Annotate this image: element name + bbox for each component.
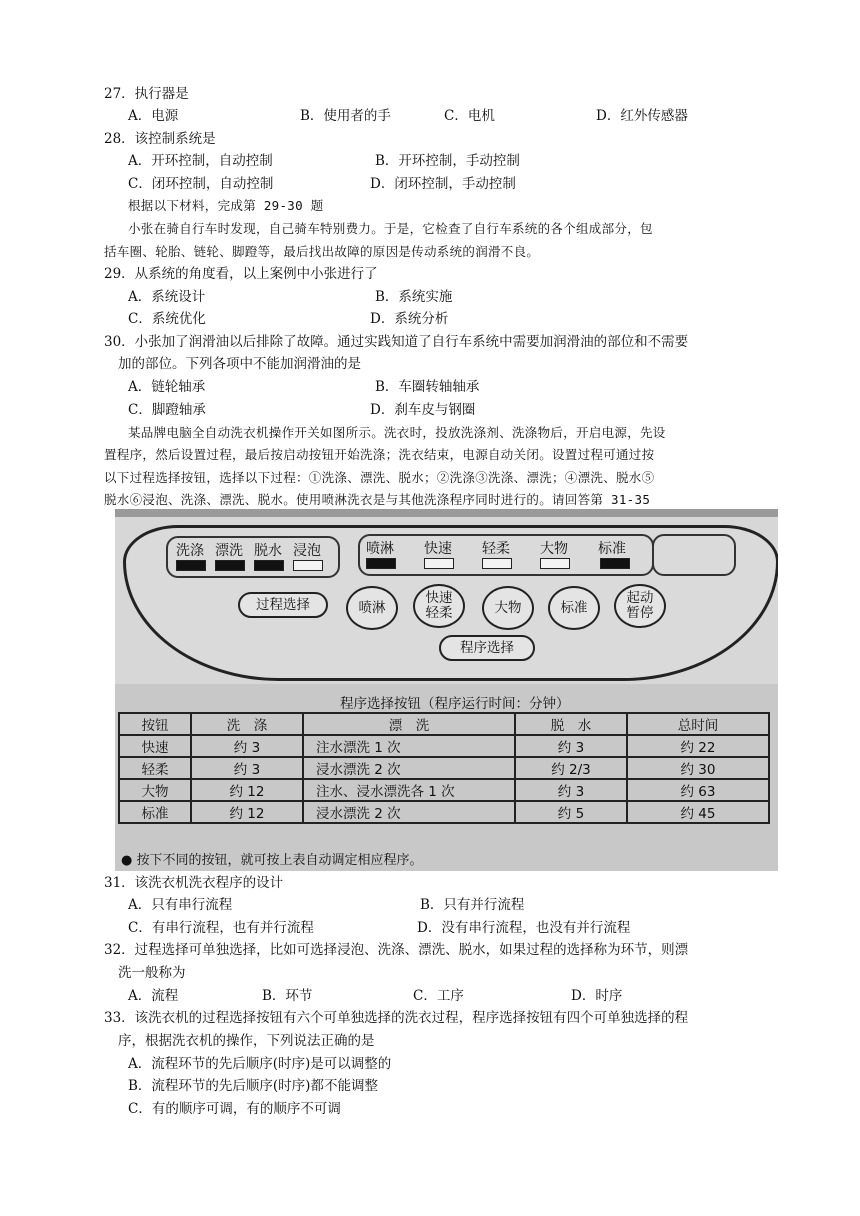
button-label: 起动 <box>626 590 654 606</box>
q30-stem: 30．小张加了润滑油以后排除了故障。通过实践知道了自行车系统中需要加润滑油的部位和不需要 <box>104 334 689 350</box>
table-cell: 约 2/3 <box>515 757 627 779</box>
q32-stem: 32．过程选择可单独选择，比如可选择浸泡、洗涤、漂洗、脱水，如果过程的选择称为环节，则漂 <box>104 942 689 958</box>
program-table <box>118 712 770 824</box>
q31-stem: 31．该洗衣机洗衣程序的设计 <box>104 875 284 891</box>
indicator-light <box>366 558 396 569</box>
table-header-cell: 按钮 <box>119 713 191 735</box>
indicator-light <box>424 558 454 569</box>
table-cell: 约 12 <box>191 801 303 823</box>
q28-option-c: C．闭环控制，自动控制 <box>128 176 274 192</box>
program-select-button[interactable]: 程序选择 <box>439 635 535 661</box>
indicator-label: 标准 <box>598 541 626 557</box>
table-row <box>119 779 769 801</box>
q27-option-a: A．电源 <box>128 108 179 124</box>
q32-option-a: A．流程 <box>128 988 179 1004</box>
indicator-label: 快速 <box>424 541 452 557</box>
indicator-light <box>293 560 323 571</box>
button-label: 轻柔 <box>425 605 453 621</box>
material-paragraph: 以下过程选择按钮，选择以下过程：①洗涤、漂洗、脱水；②洗涤③洗涤、漂洗；④漂洗、脱水⑤ <box>104 470 655 485</box>
q31-option-c: C．有串行流程，也有并行流程 <box>128 920 314 936</box>
photo-top-edge <box>115 509 778 517</box>
table-cell: 注水漂洗 1 次 <box>303 735 515 757</box>
table-cell: 约 30 <box>627 757 769 779</box>
bulk-button[interactable]: 大物 <box>482 586 534 630</box>
material-paragraph: 某品牌电脑全自动洗衣机操作开关如图所示。洗衣时，投放洗涤剂、洗涤物后，开启电源，先设 <box>128 425 666 440</box>
q29-option-b: B．系统实施 <box>375 289 453 305</box>
washer-control-panel-photo <box>115 509 778 684</box>
indicator-light <box>482 558 512 569</box>
table-row <box>119 801 769 823</box>
table-header-row <box>119 713 769 735</box>
process-select-button[interactable]: 过程选择 <box>238 592 328 618</box>
material-intro: 根据以下材料，完成第 29-30 题 <box>128 198 324 213</box>
process-indicator-group <box>166 536 340 578</box>
q33-option-b: B．流程环节的先后顺序(时序)都不能调整 <box>128 1078 378 1094</box>
q33-option-c: C．有的顺序可调，有的顺序不可调 <box>128 1101 341 1117</box>
table-cell: 快速 <box>119 735 191 757</box>
indicator-label: 脱水 <box>254 543 282 559</box>
q27-stem: 27．执行器是 <box>104 86 189 102</box>
q28-option-a: A．开环控制，自动控制 <box>128 153 273 169</box>
program-table-photo <box>115 684 778 871</box>
program-indicator-group <box>358 534 654 576</box>
q33-stem: 序，根据洗衣机的操作，下列说法正确的是 <box>118 1033 375 1049</box>
spray-button[interactable]: 喷淋 <box>346 586 398 630</box>
material-paragraph: 脱水⑥浸泡、洗涤、漂洗、脱水。使用喷淋洗衣是与其他洗涤程序同时进行的。请回答第 31-35 <box>104 492 651 507</box>
q30-option-b: B．车圈转轴轴承 <box>375 379 480 395</box>
q29-option-a: A．系统设计 <box>128 289 206 305</box>
table-cell: 约 12 <box>191 779 303 801</box>
indicator-light <box>540 558 570 569</box>
q27-option-b: B．使用者的手 <box>300 108 391 124</box>
program-indicator-group-end <box>652 534 736 576</box>
material-paragraph: 小张在骑自行车时发现，自己骑车特别费力。于是，它检查了自行车系统的各个组成部分，包 <box>128 221 653 236</box>
table-cell: 约 45 <box>627 801 769 823</box>
table-cell: 注水、浸水漂洗各 1 次 <box>303 779 515 801</box>
q30-option-c: C．脚蹬轴承 <box>128 402 206 418</box>
q29-stem: 29．从系统的角度看，以上案例中小张进行了 <box>104 266 378 282</box>
control-console <box>123 525 778 681</box>
q30-option-a: A．链轮轴承 <box>128 379 206 395</box>
indicator-label: 漂洗 <box>215 543 243 559</box>
material-paragraph: 置程序，然后设置过程，最后按启动按钮开始洗涤；洗衣结束，电源自动关闭。设置过程可通过按 <box>104 447 655 462</box>
button-label: 快速 <box>425 590 453 606</box>
table-cell: 大物 <box>119 779 191 801</box>
table-cell: 轻柔 <box>119 757 191 779</box>
q31-option-a: A．只有串行流程 <box>128 897 233 913</box>
table-cell: 约 3 <box>191 757 303 779</box>
table-cell: 约 63 <box>627 779 769 801</box>
button-label: 暂停 <box>626 605 654 621</box>
indicator-light <box>215 560 245 571</box>
q30-stem: 加的部位。下列各项中不能加润滑油的是 <box>118 356 361 372</box>
q32-option-d: D．时序 <box>571 988 623 1004</box>
indicator-label: 大物 <box>540 541 568 557</box>
indicator-label: 喷淋 <box>366 541 394 557</box>
q31-option-b: B．只有并行流程 <box>420 897 525 913</box>
start-pause-button[interactable] <box>614 584 666 628</box>
q31-option-d: D．没有串行流程，也没有并行流程 <box>417 920 631 936</box>
table-row <box>119 735 769 757</box>
q32-option-c: C．工序 <box>413 988 464 1004</box>
q30-option-d: D．刹车皮与钢圈 <box>370 402 476 418</box>
table-header-cell: 洗 涤 <box>191 713 303 735</box>
fast-gentle-button[interactable] <box>413 584 465 628</box>
table-cell: 约 22 <box>627 735 769 757</box>
standard-button[interactable]: 标准 <box>548 586 600 630</box>
table-cell: 浸水漂洗 2 次 <box>303 801 515 823</box>
q29-option-d: D．系统分析 <box>370 311 449 327</box>
table-cell: 约 3 <box>515 779 627 801</box>
table-row <box>119 757 769 779</box>
q32-option-b: B．环节 <box>262 988 313 1004</box>
table-header-cell: 漂 洗 <box>303 713 515 735</box>
q27-option-d: D．红外传感器 <box>596 108 688 124</box>
q27-option-c: C．电机 <box>444 108 495 124</box>
indicator-label: 浸泡 <box>293 543 321 559</box>
table-header-cell: 总时间 <box>627 713 769 735</box>
indicator-label: 轻柔 <box>482 541 510 557</box>
q32-stem: 洗一般称为 <box>118 965 186 981</box>
table-cell: 约 3 <box>515 735 627 757</box>
table-cell: 约 3 <box>191 735 303 757</box>
table-cell: 约 5 <box>515 801 627 823</box>
q28-option-d: D．闭环控制，手动控制 <box>370 176 516 192</box>
q28-stem: 28．该控制系统是 <box>104 131 216 147</box>
indicator-light <box>254 560 284 571</box>
table-cell: 标准 <box>119 801 191 823</box>
q29-option-c: C．系统优化 <box>128 311 206 327</box>
q33-option-a: A．流程环节的先后顺序(时序)是可以调整的 <box>128 1056 392 1072</box>
table-title: 程序选择按钮（程序运行时间：分钟） <box>340 696 570 712</box>
q28-option-b: B．开环控制，手动控制 <box>375 153 520 169</box>
table-header-cell: 脱 水 <box>515 713 627 735</box>
q33-stem: 33．该洗衣机的过程选择按钮有六个可单独选择的洗衣过程，程序选择按钮有四个可单独选择的程 <box>104 1010 689 1026</box>
table-cell: 浸水漂洗 2 次 <box>303 757 515 779</box>
indicator-light <box>600 558 630 569</box>
indicator-light <box>176 560 206 571</box>
indicator-label: 洗涤 <box>176 543 204 559</box>
table-note: ● 按下不同的按钮，就可按上表自动调定相应程序。 <box>121 853 423 868</box>
material-paragraph: 括车圈、轮胎、链轮、脚蹬等，最后找出故障的原因是传动系统的润滑不良。 <box>104 244 540 259</box>
